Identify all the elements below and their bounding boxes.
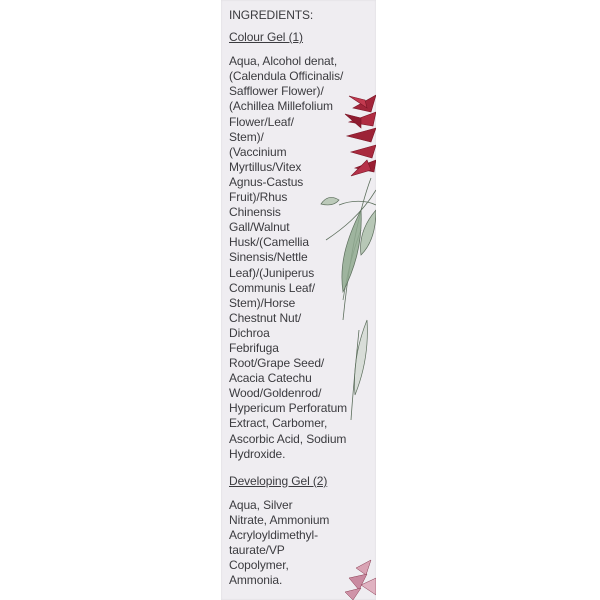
ingredient-line: Acryloyldimethyl-	[229, 528, 318, 542]
developing-gel-ingredients	[229, 498, 376, 589]
ingredient-line: Myrtillus/Vitex	[229, 159, 302, 174]
ingredient-line: Ammonia.	[229, 573, 283, 588]
ingredient-line: Safflower Flower)/	[229, 84, 324, 99]
ingredient-line: Chestnut Nut/	[229, 310, 302, 325]
ingredient-line: (Vaccinium	[229, 144, 287, 159]
ingredient-line: Fruit)/Rhus	[229, 190, 288, 205]
developing-gel-title: Developing Gel (2)	[229, 473, 328, 488]
ingredient-line: Hydroxide.	[229, 446, 286, 461]
ingredient-line: (Calendula Officinalis/	[229, 69, 344, 84]
ingredient-line: Wood/Goldenrod/	[229, 386, 322, 401]
ingredient-line: Dichroa	[229, 325, 270, 340]
ingredient-line: taurate/VP	[229, 543, 285, 558]
ingredient-line: Extract, Carbomer,	[229, 416, 328, 431]
ingredient-line: Ascorbic Acid, Sodium	[229, 431, 347, 446]
ingredients-heading: INGREDIENTS:	[229, 8, 314, 22]
ingredient-line: Nitrate, Ammonium	[229, 512, 330, 527]
ingredient-line: Hypericum Perforatum	[229, 401, 348, 416]
ingredients-panel	[221, 0, 376, 600]
ingredient-line: Leaf)/(Juniperus	[229, 265, 315, 280]
colour-gel-title: Colour Gel (1)	[229, 30, 303, 45]
ingredient-line: Sinensis/Nettle	[229, 250, 308, 265]
ingredient-line: Aqua, Alcohol denat,	[229, 54, 338, 69]
ingredient-line: Agnus-Castus	[229, 174, 304, 189]
ingredient-line: Stem)/Horse	[229, 295, 296, 310]
ingredients-text	[229, 8, 376, 588]
colour-gel-ingredients	[229, 54, 376, 462]
ingredient-line: Chinensis	[229, 205, 281, 220]
ingredient-line: Febrifuga	[229, 340, 279, 355]
ingredient-line: Aqua, Silver	[229, 497, 293, 512]
ingredient-line: Gall/Walnut	[229, 220, 290, 235]
ingredient-line: Communis Leaf/	[229, 280, 315, 295]
ingredient-line: Copolymer,	[229, 558, 289, 573]
ingredient-line: Stem)/	[229, 129, 264, 144]
ingredient-line: Flower/Leaf/	[229, 114, 294, 129]
ingredient-line: Root/Grape Seed/	[229, 356, 325, 371]
ingredient-line: Husk/(Camellia	[229, 235, 309, 250]
ingredient-line: Acacia Catechu	[229, 371, 312, 386]
ingredient-line: (Achillea Millefolium	[229, 99, 333, 114]
section-spacer	[229, 462, 376, 474]
